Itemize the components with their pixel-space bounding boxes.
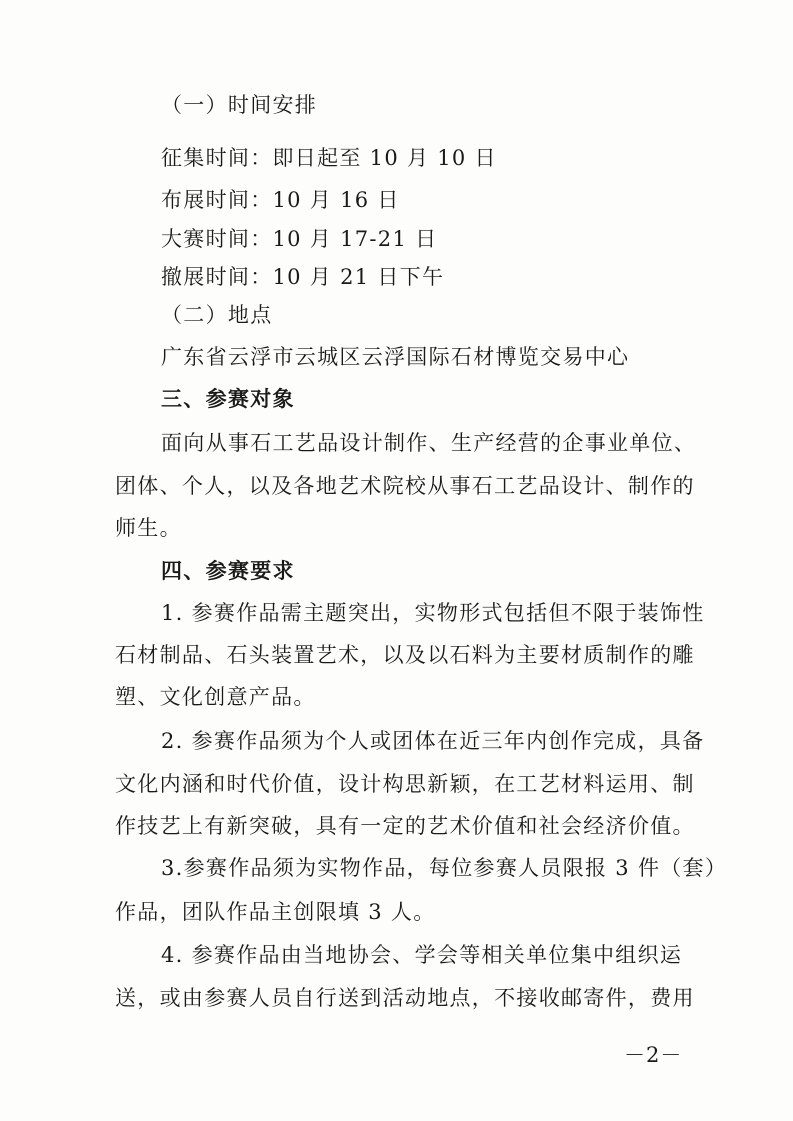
requirement-2-line-2: 文化内涵和时代价值，设计构思新颖，在工艺材料运用、制 [115, 772, 695, 796]
requirement-4-line-2: 送，或由参赛人员自行送到活动地点，不接收邮寄件，费用 [115, 986, 695, 1010]
participants-paragraph-line-2: 团体、个人，以及各地艺术院校从事石工艺品设计、制作的 [115, 474, 695, 498]
competition-time: 大赛时间：10 月 17-21 日 [161, 227, 438, 251]
requirement-3-line-1: 3.参赛作品须为实物作品，每位参赛人员限报 3 件（套） [161, 856, 728, 880]
requirement-2-line-1: 2. 参赛作品须为个人或团体在近三年内创作完成，具备 [161, 729, 705, 753]
requirement-1-line-3: 塑、文化创意产品。 [115, 685, 316, 709]
requirement-1-line-2: 石材制品、石头装置艺术，以及以石料为主要材质制作的雕 [115, 643, 695, 667]
section-heading-location: （二）地点 [161, 303, 273, 327]
participants-paragraph-line-3: 师生。 [115, 516, 182, 540]
participants-paragraph-line-1: 面向从事石工艺品设计制作、生产经营的企事业单位、 [161, 431, 697, 455]
section-heading-participants: 三、参赛对象 [161, 386, 295, 411]
section-heading-time-schedule: （一）时间安排 [161, 93, 318, 117]
location-address: 广东省云浮市云城区云浮国际石材博览交易中心 [161, 345, 630, 369]
requirement-3-line-2: 作品，团队作品主创限填 3 人。 [115, 900, 436, 924]
requirement-4-line-1: 4. 参赛作品由当地协会、学会等相关单位集中组织运 [161, 943, 683, 967]
teardown-time: 撤展时间：10 月 21 日下午 [161, 265, 445, 289]
collection-time: 征集时间：即日起至 10 月 10 日 [161, 146, 497, 170]
setup-time: 布展时间：10 月 16 日 [161, 188, 400, 212]
page-number: －2－ [624, 1043, 683, 1067]
requirement-2-line-3: 作技艺上有新突破，具有一定的艺术价值和社会经济价值。 [115, 814, 695, 838]
requirement-1-line-1: 1. 参赛作品需主题突出，实物形式包括但不限于装饰性 [161, 601, 705, 625]
section-heading-requirements: 四、参赛要求 [161, 558, 295, 583]
